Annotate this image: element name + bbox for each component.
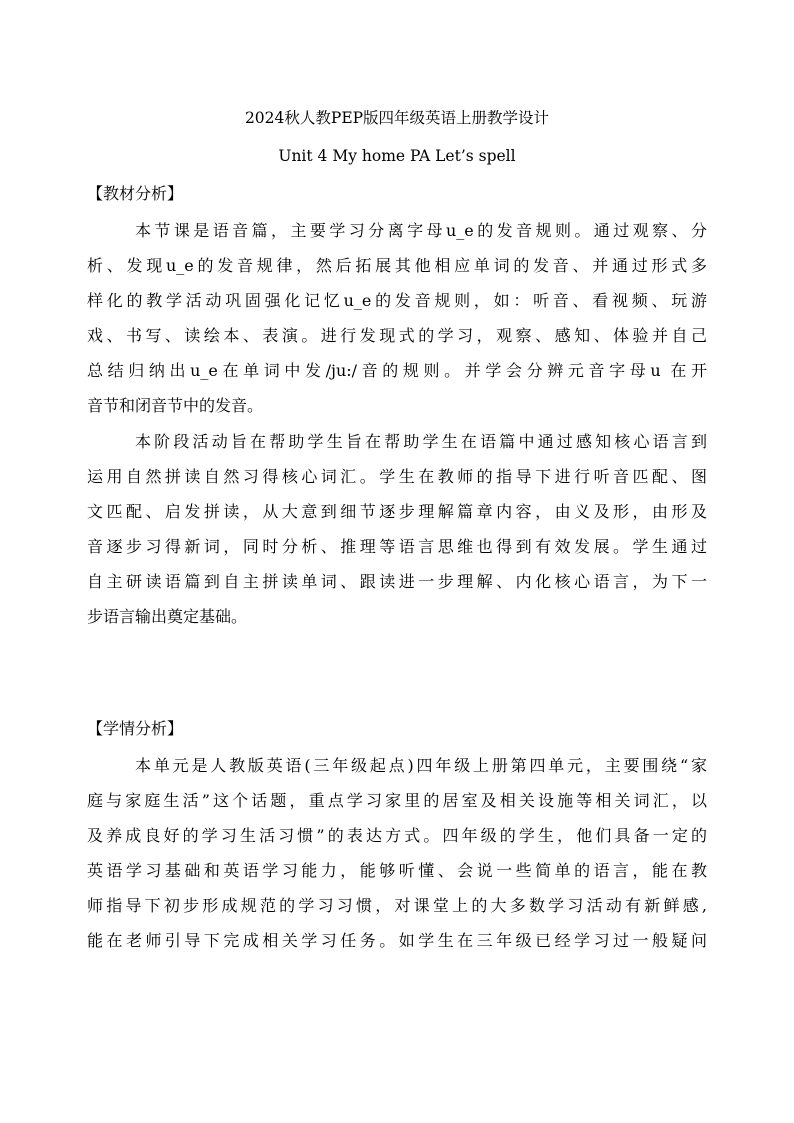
paragraph-line: 庭与家庭生活”这个话题，重点学习家里的居室及相关设施等相关词汇，以 [87,791,707,810]
paragraph-line: 戏、书写、读绘本、表演。进行发现式的学习，观察、感知、体验并自己 [87,326,707,345]
paragraph-line: 及养成良好的学习生活习惯”的表达方式。四年级的学生，他们具备一定的 [87,826,707,845]
paragraph-line: 本节课是语音篇，主要学习分离字母u_e的发音规则。通过观察、分 [135,221,707,240]
paragraph-line: 本阶段活动旨在帮助学生旨在帮助学生在语篇中通过感知核心语言到 [135,432,707,451]
paragraph-line: 步语言输出奠定基础。 [87,607,248,626]
section-heading-learner-analysis: 【学情分析】 [87,719,184,738]
paragraph-line: 文匹配、启发拼读，从大意到细节逐步理解篇章内容，由义及形，由形及 [87,502,707,521]
section-heading-textbook-analysis: 【教材分析】 [87,184,184,203]
paragraph-line: 样化的教学活动巩固强化记忆u_e的发音规则，如：听音、看视频、玩游 [87,291,707,310]
document-subtitle: Unit 4 My home PA Let’s spell [278,147,516,165]
paragraph-line: 析、发现u_e的发音规律，然后拓展其他相应单词的发音、并通过形式多 [87,256,707,275]
paragraph-line: 师指导下初步形成规范的学习习惯，对课堂上的大多数学习活动有新鲜感, [87,896,707,915]
paragraph-line: 英语学习基础和英语学习能力，能够听懂、会说一些简单的语言，能在教 [87,861,707,880]
paragraph-line: 能在老师引导下完成相关学习任务。如学生在三年级已经学习过一般疑问 [87,931,707,950]
paragraph-line: 本单元是人教版英语(三年级起点)四年级上册第四单元，主要围绕“家 [135,756,707,775]
paragraph-line: 自主研读语篇到自主拼读单词、跟读进一步理解、内化核心语言，为下一 [87,572,707,591]
paragraph-line: 音节和闭音节中的发音。 [87,396,264,415]
paragraph-line: 运用自然拼读自然习得核心词汇。学生在教师的指导下进行听音匹配、图 [87,467,707,486]
paragraph-line: 总结归纳出u_e在单词中发/ju:/音的规则。并学会分辨元音字母u 在开 [87,361,707,380]
paragraph-line: 音逐步习得新词，同时分析、推理等语言思维也得到有效发展。学生通过 [87,537,707,556]
document-title: 2024秋人教PEP版四年级英语上册教学设计 [244,109,550,127]
